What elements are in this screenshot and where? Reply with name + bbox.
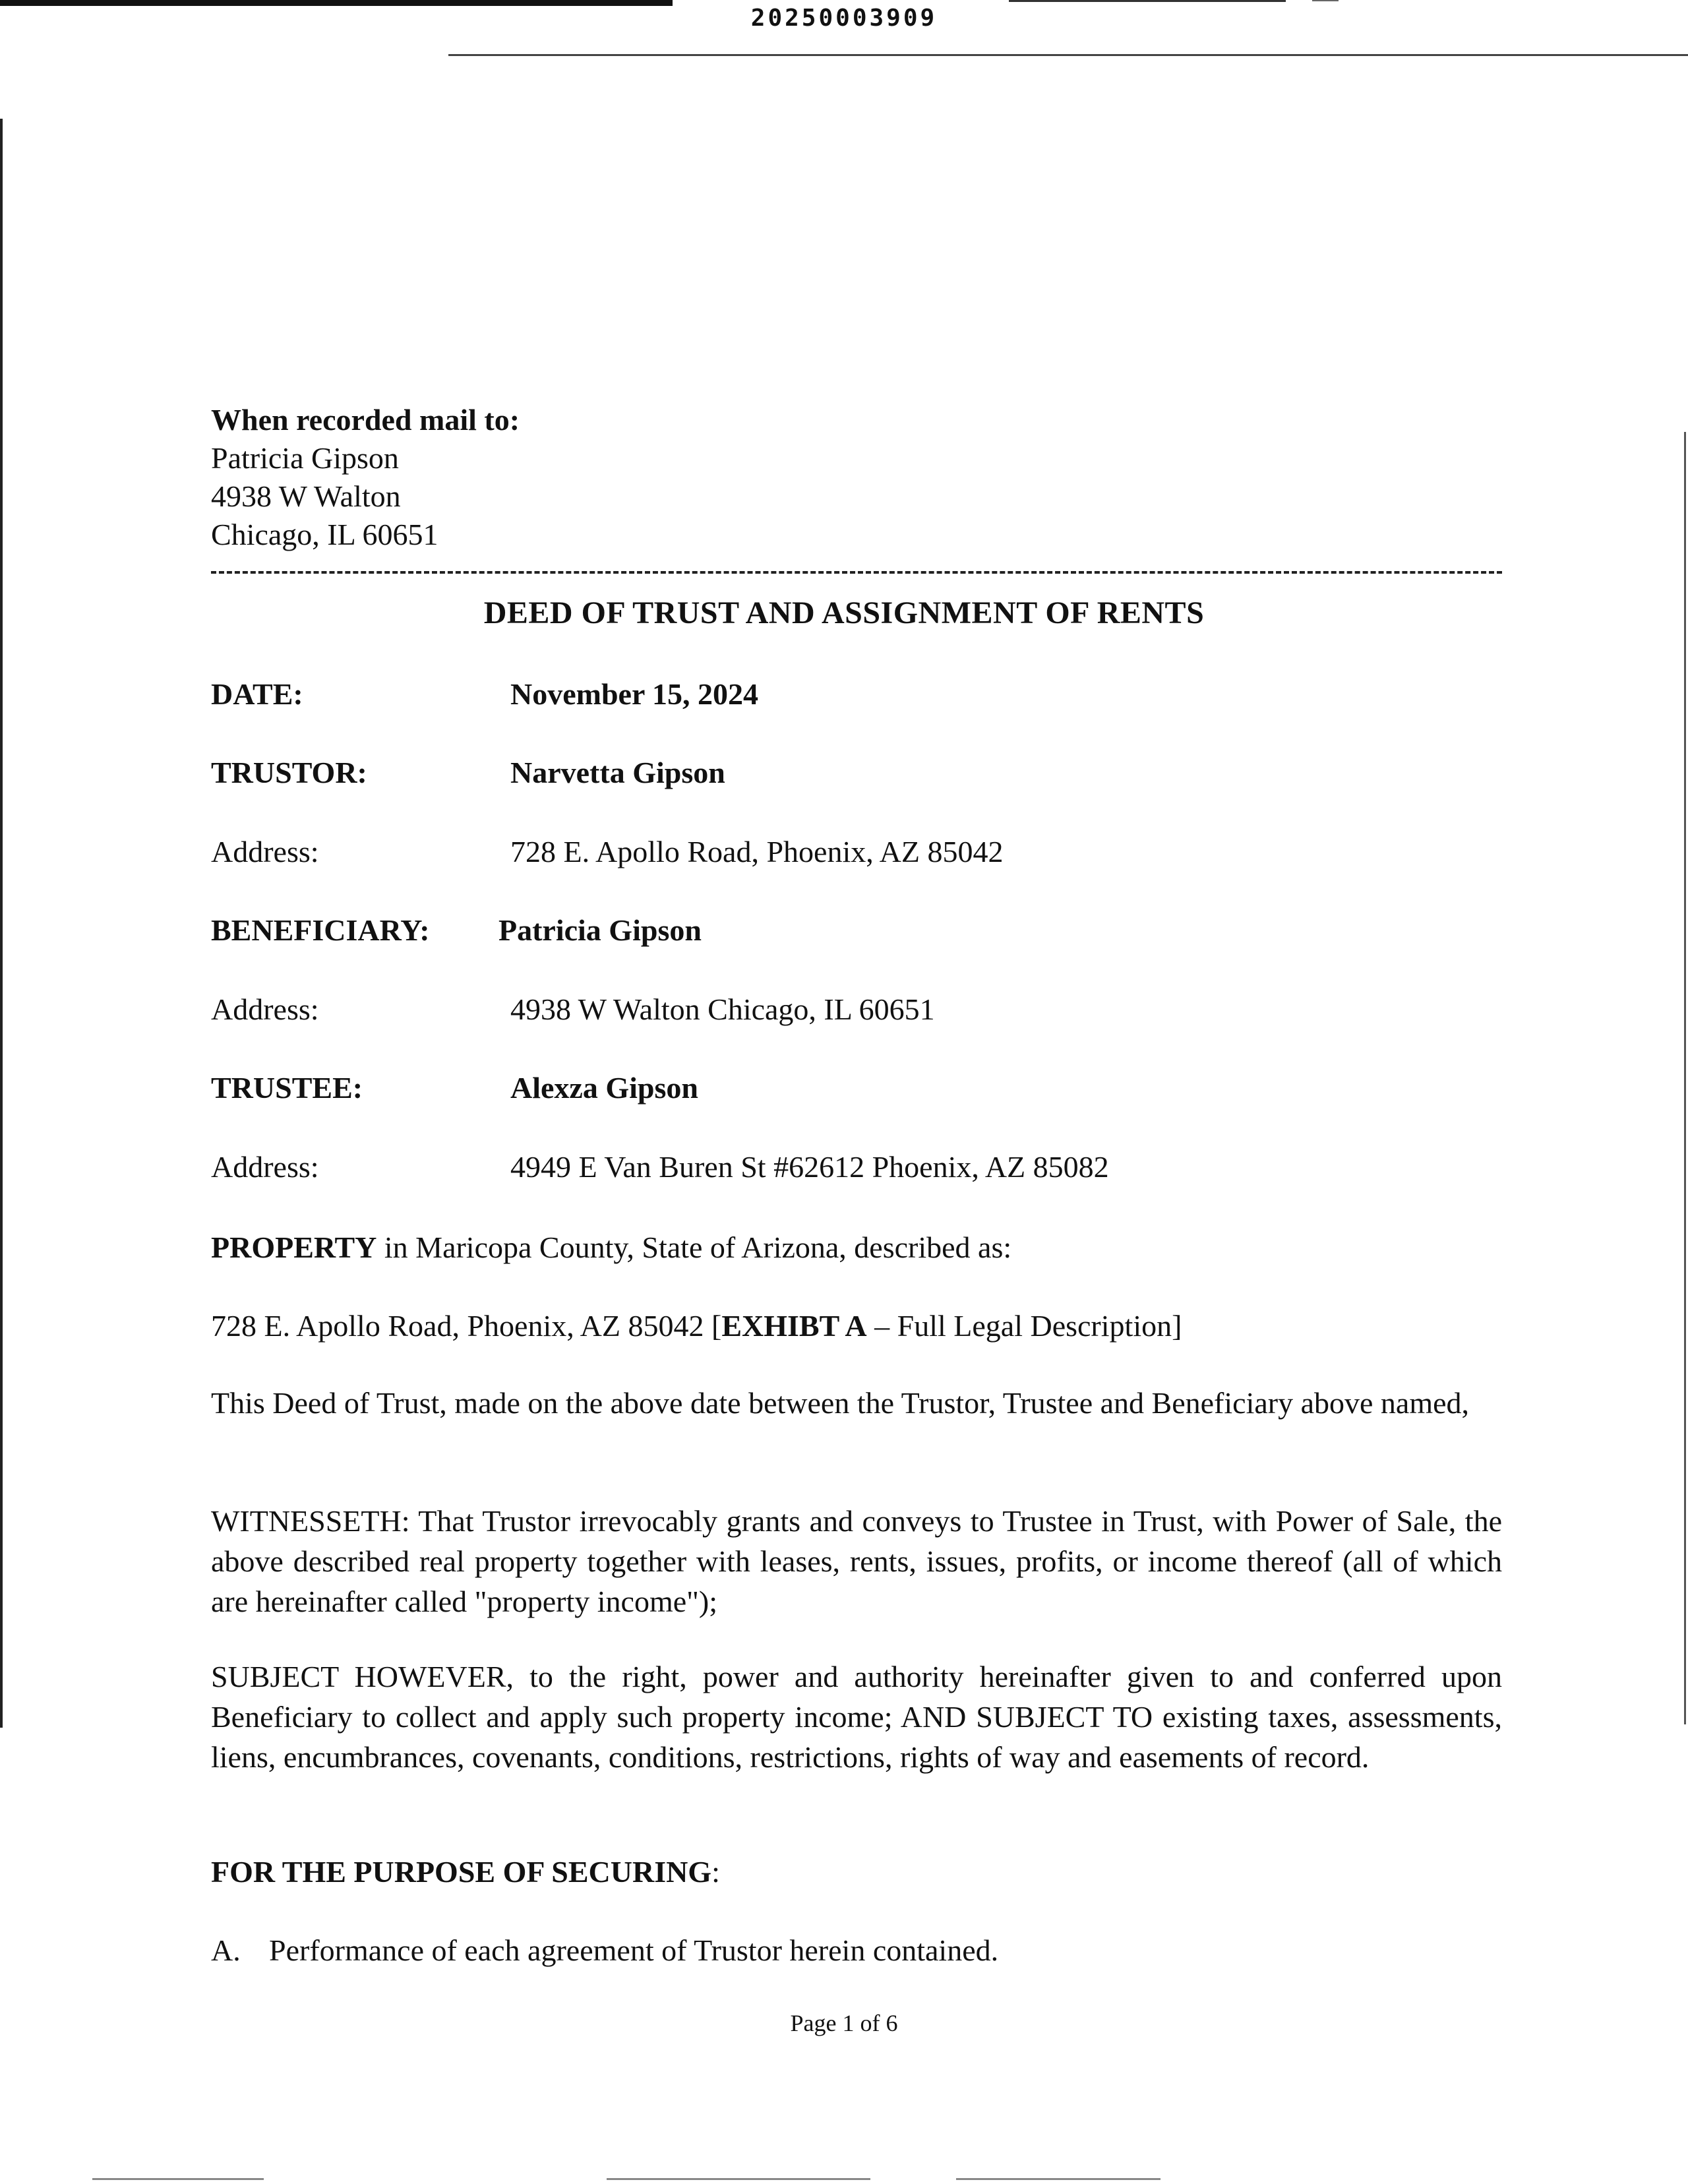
intro-paragraph: This Deed of Trust, made on the above date between the Trustor, Trustee and Beneficiary above named, (211, 1386, 1470, 1420)
property-address: 728 E. Apollo Road, Phoenix, AZ 85042 [ (211, 1309, 722, 1343)
mail-to-name: Patricia Gipson (211, 441, 399, 475)
item-a-marker: A. (211, 1933, 241, 1967)
property-address-line (211, 1306, 1502, 1346)
trustor-row (211, 754, 725, 791)
trustee-address-row (211, 1149, 1109, 1186)
subject-paragraph: SUBJECT HOWEVER, to the right, power and authority hereinafter given to and conferred upon Beneficiary to collect and apply such property income; AND SUBJECT TO existing taxes, assessments, liens, encumbrances, covenants, conditions, restrictions, rights of way and easements of record. (211, 1660, 1502, 1774)
trustee-row (211, 1070, 698, 1107)
scan-edge-left (0, 119, 3, 1728)
trustor-address-row (211, 834, 1004, 870)
trustor-address-label: Address: (211, 835, 319, 868)
beneficiary-value: Patricia Gipson (498, 913, 702, 947)
mail-to-block (211, 401, 520, 554)
property-label: PROPERTY (211, 1230, 377, 1264)
property-text: in Maricopa County, State of Arizona, described as: (377, 1230, 1012, 1264)
scan-edge-bottom (956, 2178, 1160, 2180)
header-rule (448, 54, 1688, 56)
beneficiary-address-label: Address: (211, 992, 319, 1026)
beneficiary-row (211, 912, 702, 949)
exhibit-rest: – Full Legal Description] (866, 1309, 1182, 1343)
purpose-heading: FOR THE PURPOSE OF SECURING (211, 1855, 712, 1889)
trustor-address: 728 E. Apollo Road, Phoenix, AZ 85042 (510, 835, 1004, 868)
date-label: DATE: (211, 677, 303, 711)
property-line (211, 1227, 1502, 1267)
trustor-value: Narvetta Gipson (510, 756, 725, 789)
beneficiary-label: BENEFICIARY: (211, 913, 430, 947)
scan-edge-bottom (92, 2178, 264, 2180)
date-value: November 15, 2024 (510, 677, 759, 711)
dashed-separator (211, 571, 1502, 574)
mail-to-title: When recorded mail to: (211, 403, 520, 437)
trustee-value: Alexza Gipson (510, 1071, 698, 1105)
purpose-item-a (211, 1930, 1502, 1970)
beneficiary-address: 4938 W Walton Chicago, IL 60651 (510, 992, 935, 1026)
scan-edge-bottom (607, 2178, 870, 2180)
trustee-address-label: Address: (211, 1150, 319, 1184)
trustee-address: 4949 E Van Buren St #62612 Phoenix, AZ 85082 (510, 1150, 1109, 1184)
date-row (211, 676, 758, 713)
item-a-text: Performance of each agreement of Trustor herein contained. (269, 1933, 999, 1967)
exhibit-label: EXHIBT A (721, 1309, 867, 1343)
purpose-heading-line (211, 1852, 1502, 1892)
mail-to-street: 4938 W Walton (211, 479, 401, 513)
mail-to-city: Chicago, IL 60651 (211, 518, 438, 551)
trustor-label: TRUSTOR: (211, 756, 367, 789)
purpose-colon: : (711, 1855, 720, 1889)
page-number: Page 1 of 6 (790, 2010, 898, 2036)
trustee-label: TRUSTEE: (211, 1071, 363, 1105)
recording-number: 20250003909 (750, 5, 938, 32)
witnesseth-paragraph: WITNESSETH: That Trustor irrevocably grants and conveys to Trustee in Trust, with Power of Sale, the above described real property together with leases, rents, issues, profits, or income thereof (all of which are hereinafter called "property income"); (211, 1504, 1502, 1618)
beneficiary-address-row (211, 991, 935, 1028)
document-title: DEED OF TRUST AND ASSIGNMENT OF RENTS (483, 595, 1205, 630)
